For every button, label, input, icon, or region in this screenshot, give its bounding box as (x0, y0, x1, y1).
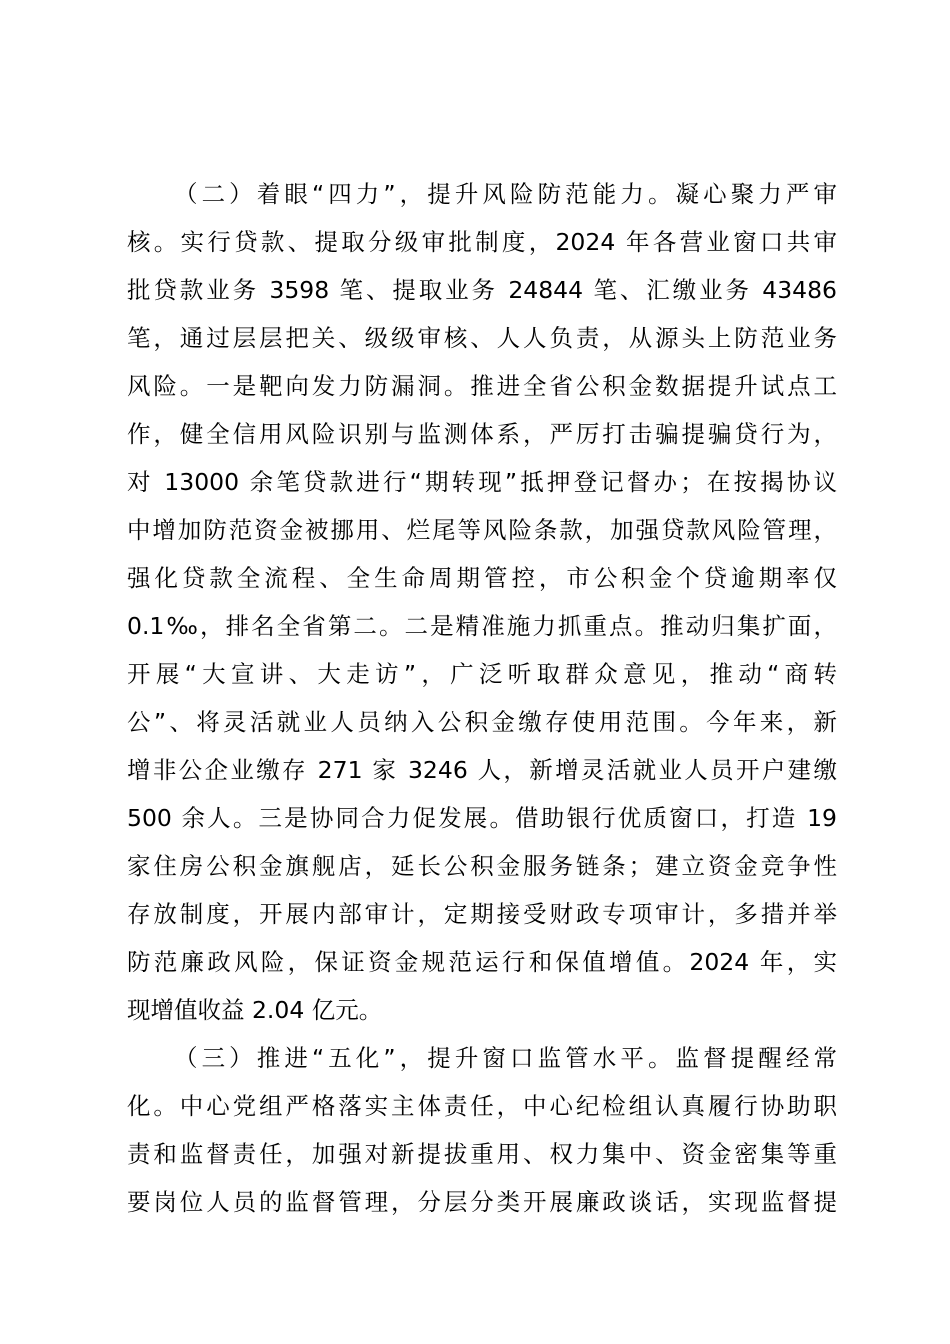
paragraph-line: 化。中心党组严格落实主体责任，中心纪检组认真履行协助职 (127, 1092, 837, 1120)
paragraph-line: 风险。一是靶向发力防漏洞。推进全省公积金数据提升试点工 (127, 372, 837, 400)
paragraph-line: 500 余人。三是协同合力促发展。借助银行优质窗口，打造 19 (127, 804, 837, 832)
paragraph-line: 防范廉政风险，保证资金规范运行和保值增值。2024 年，实 (127, 948, 837, 976)
paragraph-line: 0.1‰，排名全省第二。二是精准施力抓重点。推动归集扩面， (127, 612, 837, 640)
paragraph-line: （三）推进“五化”，提升窗口监管水平。监督提醒经常 (174, 1044, 837, 1072)
paragraph-line: 中增加防范资金被挪用、烂尾等风险条款，加强贷款风险管理， (127, 516, 837, 544)
paragraph-line: 核。实行贷款、提取分级审批制度，2024 年各营业窗口共审 (127, 228, 837, 256)
paragraph-line: 批贷款业务 3598 笔、提取业务 24844 笔、汇缴业务 43486 (127, 276, 837, 304)
paragraph-line: 对 13000 余笔贷款进行“期转现”抵押登记督办；在按揭协议 (127, 468, 837, 496)
paragraph-line: 强化贷款全流程、全生命周期管控，市公积金个贷逾期率仅 (127, 564, 837, 592)
body-text (127, 170, 837, 1226)
paragraph-line: 增非公企业缴存 271 家 3246 人，新增灵活就业人员开户建缴 (127, 756, 837, 784)
paragraph-line: 笔，通过层层把关、级级审核、人人负责，从源头上防范业务 (127, 324, 837, 352)
paragraph-line: 家住房公积金旗舰店，延长公积金服务链条；建立资金竞争性 (127, 852, 837, 880)
paragraph-line: 现增值收益 2.04 亿元。 (127, 996, 383, 1024)
paragraph-line: 要岗位人员的监督管理，分层分类开展廉政谈话，实现监督提 (127, 1188, 837, 1216)
paragraph-line: 责和监督责任，加强对新提拔重用、权力集中、资金密集等重 (127, 1140, 837, 1168)
paragraph-line: 开展“大宣讲、大走访”，广泛听取群众意见，推动“商转 (127, 660, 837, 688)
paragraph-line: 作，健全信用风险识别与监测体系，严厉打击骗提骗贷行为， (127, 420, 837, 448)
paragraph-line: 存放制度，开展内部审计，定期接受财政专项审计，多措并举 (127, 900, 837, 928)
paragraph-line: 公”、将灵活就业人员纳入公积金缴存使用范围。今年来，新 (127, 708, 837, 736)
paragraph-line: （二）着眼“四力”，提升风险防范能力。凝心聚力严审 (174, 180, 837, 208)
